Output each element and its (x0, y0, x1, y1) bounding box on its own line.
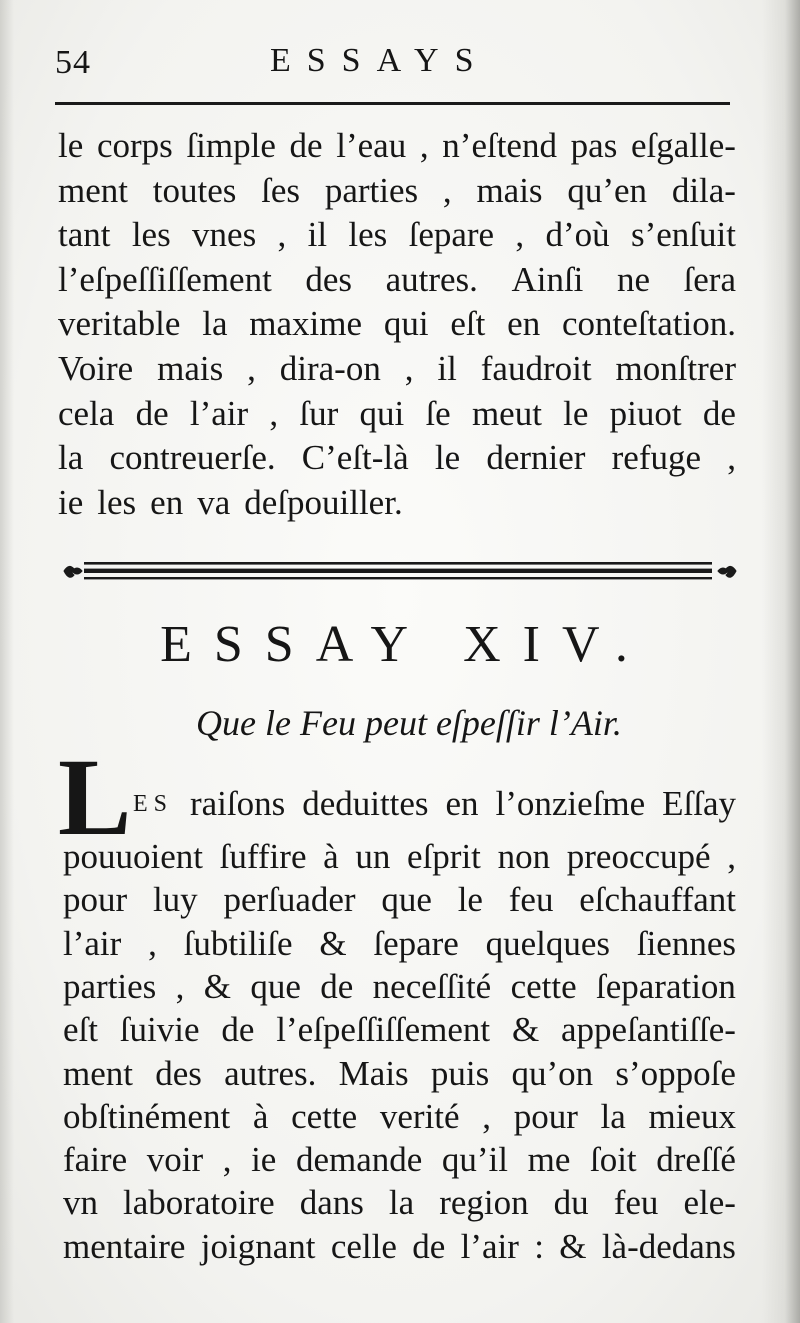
word: que (381, 880, 432, 920)
word: cela (58, 393, 115, 433)
word: Mais (338, 1053, 409, 1093)
word: , (175, 966, 185, 1006)
word: ſepare (373, 923, 459, 963)
text-line (58, 213, 736, 257)
word: maxime (249, 304, 363, 344)
word: pour (63, 880, 128, 920)
text-line (63, 1095, 736, 1139)
word: laboratoire (123, 1183, 275, 1223)
word: appeſantiſſe- (561, 1010, 736, 1050)
word: cette (510, 966, 577, 1006)
word: il (307, 215, 328, 255)
word: puis (430, 1053, 490, 1093)
word: cette (291, 1096, 358, 1136)
word: de (289, 126, 323, 165)
word: mentaire (63, 1226, 186, 1266)
small-caps-word: ES (133, 791, 174, 817)
word: , (277, 215, 287, 255)
text-line (63, 1138, 736, 1182)
text-line (63, 922, 736, 966)
word: refuge (611, 438, 702, 478)
word: ele- (683, 1183, 736, 1223)
word: qu’en (567, 170, 648, 210)
word: ſes (261, 170, 301, 210)
word: ſe (425, 393, 451, 433)
word: preoccupé (566, 837, 711, 876)
word: dans (299, 1183, 364, 1223)
word: des (155, 1053, 202, 1093)
word: l’onzieſme (495, 784, 646, 823)
word: veritable (58, 304, 181, 344)
word: & (319, 923, 347, 963)
word: dernier (486, 438, 586, 478)
text-line (58, 392, 736, 436)
word: faudroit (480, 349, 592, 388)
word: autres. (385, 259, 478, 299)
word: , (727, 837, 736, 876)
word: celle (330, 1226, 397, 1266)
text-line (58, 302, 736, 346)
word: deduittes (302, 784, 429, 823)
word: eſt (450, 304, 486, 344)
word: de (702, 393, 736, 433)
word: en (445, 784, 479, 823)
word: eſprit (407, 837, 481, 876)
word: , (269, 393, 279, 433)
page-header (55, 40, 735, 90)
word: un (355, 837, 391, 876)
word: quelques (485, 923, 611, 963)
word: de (412, 1226, 446, 1266)
word: mieux (648, 1096, 736, 1136)
ornamental-divider (60, 556, 740, 586)
word: qu’on (511, 1053, 594, 1093)
word: neceſſité (372, 966, 492, 1006)
word: l’air (63, 923, 122, 963)
word: là-dedans (601, 1226, 736, 1266)
word: region (439, 1183, 529, 1223)
word: contreuerſe. (109, 438, 276, 478)
drop-cap: L (58, 736, 132, 858)
word: qui (359, 393, 405, 433)
word: pour (513, 1096, 578, 1136)
essay-first-line (133, 782, 736, 826)
running-head: ESSAYS (270, 42, 490, 79)
word: ſuffire (219, 837, 307, 876)
word: , (419, 126, 429, 165)
word: feu (613, 1183, 659, 1223)
word: Eſſay (662, 784, 736, 823)
word: tant (58, 215, 111, 255)
word: , (247, 349, 256, 388)
word: Ainſi (511, 259, 584, 299)
word: ie (251, 1140, 277, 1180)
word: , (222, 1140, 232, 1180)
word: ne (616, 259, 650, 299)
word: eſchauffant (579, 880, 736, 920)
word: conteſtation. (562, 304, 736, 344)
word: il (437, 349, 457, 388)
word: ment (58, 170, 128, 210)
word: , (727, 438, 736, 478)
word: du (553, 1183, 589, 1223)
word: qu’il (441, 1140, 508, 1180)
word: dreſſé (656, 1140, 736, 1180)
word: pas (570, 126, 618, 165)
text-line (63, 1052, 736, 1096)
word: de (320, 966, 354, 1006)
text-line (58, 169, 736, 213)
word: la (388, 1183, 415, 1223)
word: l’eſpeſſiſſement (58, 259, 272, 299)
word: les (348, 215, 388, 255)
word: la (600, 1096, 626, 1136)
word: le (434, 438, 461, 478)
word: Voire (58, 349, 134, 388)
word: ſiennes (636, 923, 736, 963)
word: s’enſuit (630, 215, 736, 255)
word: en (150, 482, 184, 522)
word: , (482, 1096, 491, 1136)
word: toutes (152, 170, 237, 210)
word: , (148, 923, 157, 963)
text-line (58, 436, 736, 480)
word: ſimple (186, 126, 276, 165)
word: le (457, 880, 483, 920)
word: demande (295, 1140, 423, 1180)
word: l’eſpeſſiſſement (276, 1010, 491, 1050)
word: , (515, 215, 525, 255)
page-number: 54 (55, 44, 91, 81)
word: les (131, 215, 171, 255)
word: l’air (189, 393, 249, 433)
word: la (202, 304, 228, 344)
word: en (507, 304, 541, 344)
word: s’oppoſe (615, 1053, 736, 1093)
word: verité (379, 1096, 460, 1136)
word: ſubtiliſe (183, 923, 293, 963)
text-line (58, 124, 736, 168)
word: à (252, 1096, 269, 1136)
word: , (404, 349, 414, 388)
text-line (63, 835, 736, 879)
word: ſur (299, 393, 339, 433)
word: le (563, 393, 589, 433)
word: & (559, 1226, 587, 1266)
word: C’eſt-là (301, 438, 409, 478)
text-line (58, 258, 736, 302)
essay-title: ESSAY XIV. (160, 616, 650, 673)
word: mais (157, 349, 224, 388)
word: parties (324, 170, 419, 210)
word: luy (152, 880, 198, 920)
word: ie (58, 482, 84, 522)
text-line (63, 1008, 736, 1052)
word: piuot (609, 393, 682, 433)
word: l’air (460, 1226, 519, 1266)
word: ſoit (589, 1140, 637, 1180)
word: eſt (63, 1010, 98, 1050)
word: l’eau (336, 126, 407, 165)
word: joignant (200, 1226, 316, 1266)
word: la (58, 438, 84, 478)
word: vn (63, 1183, 98, 1223)
word: raiſons (189, 784, 286, 823)
word: de (135, 393, 169, 433)
word: autres. (224, 1053, 317, 1093)
word: non (497, 837, 551, 876)
word: : (534, 1226, 544, 1266)
word: , (442, 170, 452, 210)
word: parties (63, 966, 157, 1006)
word: ſera (683, 259, 736, 299)
word: mais (476, 170, 543, 210)
word: à (323, 837, 339, 876)
text-line (63, 878, 736, 922)
word: dila- (671, 170, 736, 210)
word: voir (146, 1140, 204, 1180)
word: me (527, 1140, 571, 1180)
word: deſpouiller. (244, 482, 403, 522)
word: qui (383, 304, 429, 344)
word: feu (508, 880, 554, 920)
word: que (250, 966, 301, 1006)
word: & (203, 966, 231, 1006)
word: faire (63, 1140, 128, 1180)
text-line (58, 347, 736, 391)
word: des (305, 259, 353, 299)
text-line (63, 1181, 736, 1225)
text-line (58, 481, 736, 525)
word: les (97, 482, 137, 522)
word: eſgalle- (630, 126, 736, 165)
text-line (63, 965, 736, 1009)
word: dira-on (279, 349, 381, 388)
word: ſepare (408, 215, 495, 255)
word: le (58, 126, 84, 165)
word: ſeparation (596, 966, 736, 1006)
word: perſuader (223, 880, 356, 920)
word: n’eſtend (442, 126, 557, 165)
word: meut (471, 393, 542, 433)
word: ment (63, 1053, 133, 1093)
ornament-rule-icon (60, 556, 740, 586)
word: vnes (192, 215, 257, 255)
word: ſuivie (119, 1010, 200, 1050)
word: d’où (545, 215, 610, 255)
word: obſtinément (63, 1096, 231, 1136)
essay-subtitle: Que le Feu peut eſpeſſir l’Air. (196, 703, 622, 743)
word: & (511, 1010, 540, 1050)
word: de (221, 1010, 255, 1050)
word: corps (96, 126, 173, 165)
header-rule (55, 102, 730, 105)
word: va (197, 482, 231, 522)
word: monſtrer (615, 349, 736, 388)
word: pouuoient (63, 837, 203, 876)
text-line (63, 1225, 736, 1269)
